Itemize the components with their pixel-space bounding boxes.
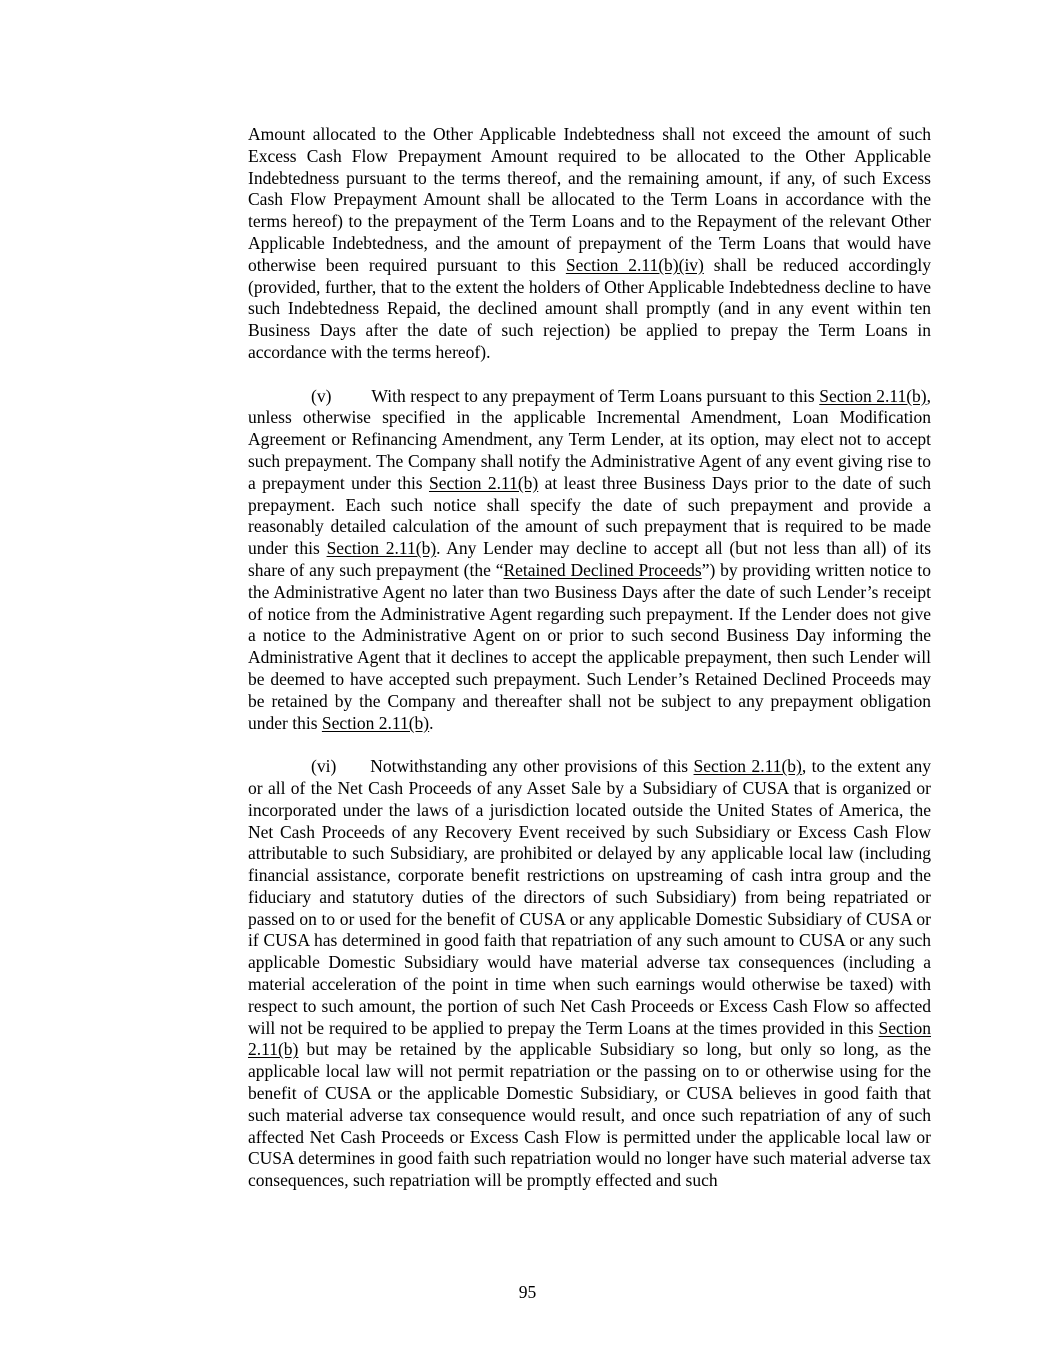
body-text bbox=[248, 124, 931, 1214]
section-reference: Section 2.11(b) bbox=[819, 385, 927, 406]
section-reference: Section 2.11(b) bbox=[428, 472, 539, 493]
text-run: With respect to any prepayment of Term Loans pursuant to this bbox=[371, 385, 820, 406]
section-reference: Section 2.11(b) bbox=[326, 538, 437, 559]
text-run: , to the extent any or all of the Net Cash Proceeds of any Asset Sale by a Subsidiary of CUSA that is organized or incorporated under the laws of a jurisdiction located outside the United States of America, the Net Cash Proceeds of any Recovery Event received by such Subsidiary or Excess Cash Flow attributable to such Subsidiary, are prohibited or delayed by any applicable local law (including financial assistance, corporate benefit restrictions on upstreaming of cash intra group and the fiduciary and statutory duties of the directors of such Subsidiary) from being repatriated or passed on to or used for the benefit of CUSA or any applicable Domestic Subsidiary of CUSA or if CUSA has determined in good faith that repatriation of any such amount to CUSA or any such applicable Domestic Subsidiary would have material adverse tax consequences (including a material acceleration of the point in time when such earnings would otherwise be taxed) with respect to such amount, the portion of such Net Cash Proceeds or Excess Cash Flow so affected will not be required to be applied to prepay the Term Loans at the times provided in this bbox=[248, 756, 931, 1038]
text-run: at least three Business Days prior to the date of such prepayment. Each such notice shall specify the date of such prepayment and provide a reasonably detailed calculation of the amount of such prepayment that is required to be made under this bbox=[248, 472, 931, 559]
section-reference: Section 2.11(b) bbox=[693, 756, 802, 777]
paragraph-v bbox=[248, 386, 931, 735]
text-run: shall be reduced accordingly (provided, further, that to the extent the holders of Other Applicable Indebtedness decline to have such Indebtedness Repaid, the declined amount shall promptly (and in any event within ten Business Days after the date of such rejection) be applied to prepay the Term Loans in accordance with the terms hereof). bbox=[248, 254, 931, 362]
section-reference: Section 2.11(b) bbox=[321, 712, 430, 733]
text-run: Amount allocated to the Other Applicable Indebtedness shall not exceed the amount of such Excess Cash Flow Prepayment Amount required to be allocated to the Other Applicable Indebtedness pursuant to the terms thereof, and the remaining amount, if any, of such Excess Cash Flow Prepayment Amount shall be allocated to the Term Loans in accordance with the terms hereof) to the prepayment of the Term Loans and to the Repayment of the relevant Other Applicable Indebtedness, and the amount of prepayment of the Term Loans that would have otherwise been required pursuant to this bbox=[248, 124, 931, 275]
paragraph-continuation-iv bbox=[248, 124, 931, 364]
clause-number: (v) bbox=[311, 385, 332, 406]
text-run: but may be retained by the applicable Subsidiary so long, but only so long, as the applicable local law will not permit repatriation or the passing on to or otherwise using for the benefit of CUSA or the applicable Domestic Subsidiary, or CUSA believes in good faith that such material adverse tax consequence would result, and once such repatriation of any of such affected Net Cash Proceeds or Excess Cash Flow is permitted under the applicable local law or CUSA determines in good faith such repatriation would no longer have such material adverse tax consequences, such repatriation will be promptly effected and such bbox=[248, 1039, 931, 1191]
defined-term: Retained Declined Proceeds bbox=[503, 559, 702, 580]
text-run: , unless otherwise specified in the applicable Incremental Amendment, Loan Modification Agreement or Refinancing Amendment, any Term Lender, at its option, may elect not to accept such prepayment. The Company shall notify the Administrative Agent of any event giving rise to a prepayment under this bbox=[248, 385, 931, 493]
paragraph-vi bbox=[248, 756, 931, 1192]
section-reference: Section 2.11(b)(iv) bbox=[565, 254, 704, 275]
clause-number: (vi) bbox=[311, 756, 337, 777]
text-run: . Any Lender may decline to accept all (but not less than all) of its share of any such prepayment (the “ bbox=[248, 538, 932, 580]
text-run: ”) by providing written notice to the Administrative Agent no later than two Business Days after the date of such Lender’s receipt of notice from the Administrative Agent regarding such prepayment. If the Lender does not give a notice to the Administrative Agent on or prior to such second Business Day informing the Administrative Agent that it declines to accept the applicable prepayment, then such Lender will be deemed to have accepted such prepayment. Such Lender’s Retained Declined Proceeds may be retained by the Company and thereafter shall not be subject to any prepayment obligation under this bbox=[248, 559, 931, 733]
page-number: 95 bbox=[518, 1282, 537, 1302]
section-reference: Section 2.11(b) bbox=[248, 1017, 931, 1060]
text-run: Notwithstanding any other provisions of this bbox=[370, 756, 694, 777]
text-run: . bbox=[429, 712, 434, 733]
